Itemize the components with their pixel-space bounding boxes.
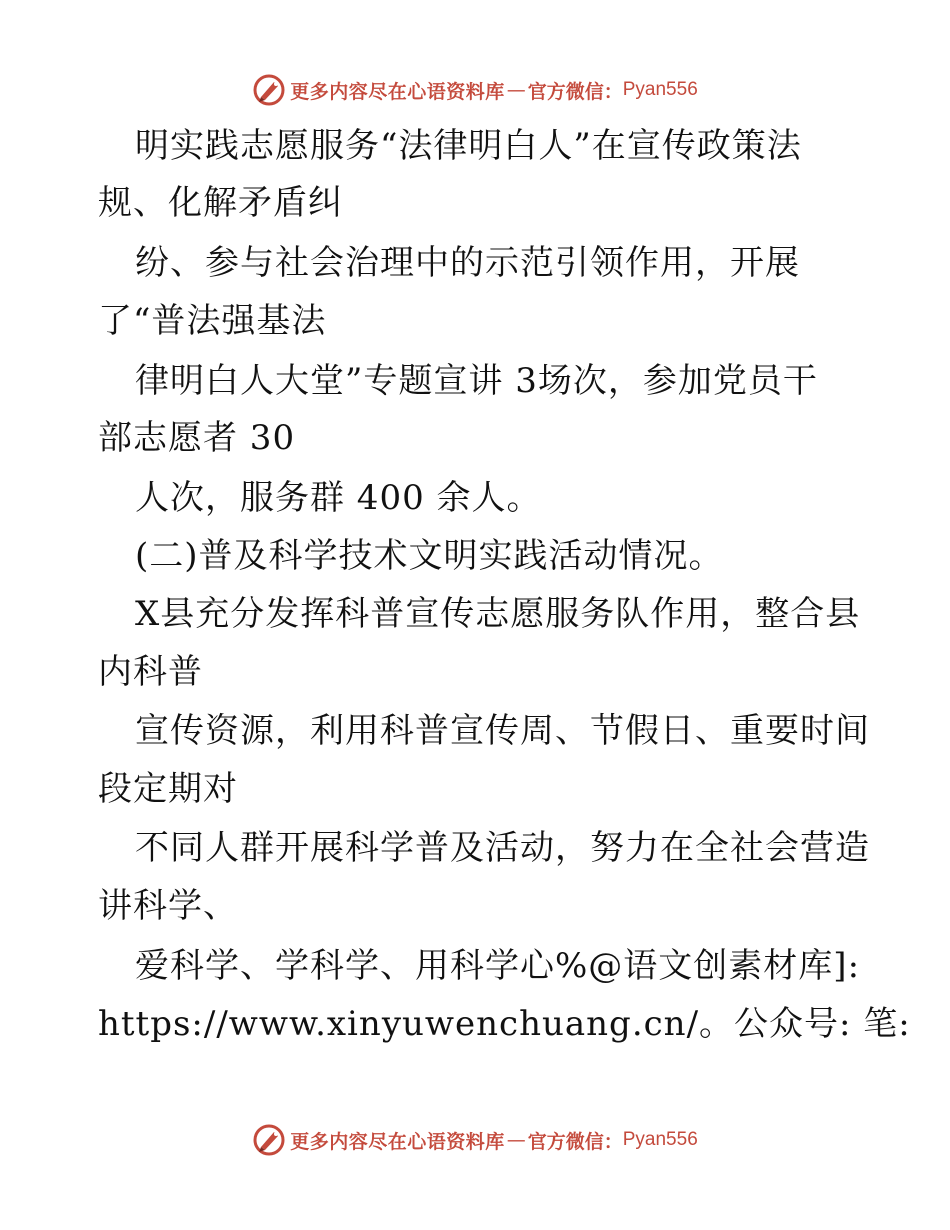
body-line: 明实践志愿服务“法律明白人”在宣传政策法 <box>135 126 802 166</box>
watermark-text: 更多内容尽在心语资料库 <box>290 1130 505 1153</box>
body-line: 段定期对 <box>98 769 238 809</box>
watermark-wechat-label: 官方微信： <box>527 80 623 103</box>
body-line: 讲科学、 <box>98 886 238 926</box>
watermark-wechat-id: Pyan556 <box>622 1129 698 1150</box>
watermark-wechat-id: Pyan556 <box>622 79 698 100</box>
body-line: 爱科学、学科学、用科学心%@语文创素材库]: <box>135 946 861 986</box>
body-line: 内科普 <box>98 652 203 692</box>
body-line: 宣传资源，利用科普宣传周、节假日、重要时间 <box>135 711 870 751</box>
body-line: 规、化解矛盾纠 <box>98 183 343 223</box>
body-line: https://www.xinyuwenchuang.cn/。公众号: 笔: <box>98 1004 911 1044</box>
body-line: (二)普及科学技术文明实践活动情况。 <box>135 536 724 576</box>
watermark-banner-bottom <box>0 1118 950 1162</box>
body-line: 纷、参与社会治理中的示范引领作用，开展 <box>135 243 800 283</box>
watermark-banner-top <box>0 68 950 112</box>
body-line: 不同人群开展科学普及活动，努力在全社会营造 <box>135 828 870 868</box>
pen-circle-logo-icon <box>252 73 286 107</box>
body-line: 了“普法强基法 <box>98 301 327 341</box>
watermark-separator: — <box>506 79 526 101</box>
watermark-wechat-label: 官方微信： <box>527 1130 623 1153</box>
body-line: 部志愿者 30 <box>98 418 296 458</box>
body-line: X县充分发挥科普宣传志愿服务队作用，整合县 <box>135 594 861 634</box>
body-line: 人次，服务群 400 余人。 <box>135 478 542 518</box>
watermark-separator: — <box>506 1129 526 1151</box>
pen-circle-logo-icon <box>252 1123 286 1157</box>
body-line: 律明白人大堂”专题宣讲 3场次，参加党员干 <box>135 361 818 401</box>
watermark-text: 更多内容尽在心语资料库 <box>290 80 505 103</box>
